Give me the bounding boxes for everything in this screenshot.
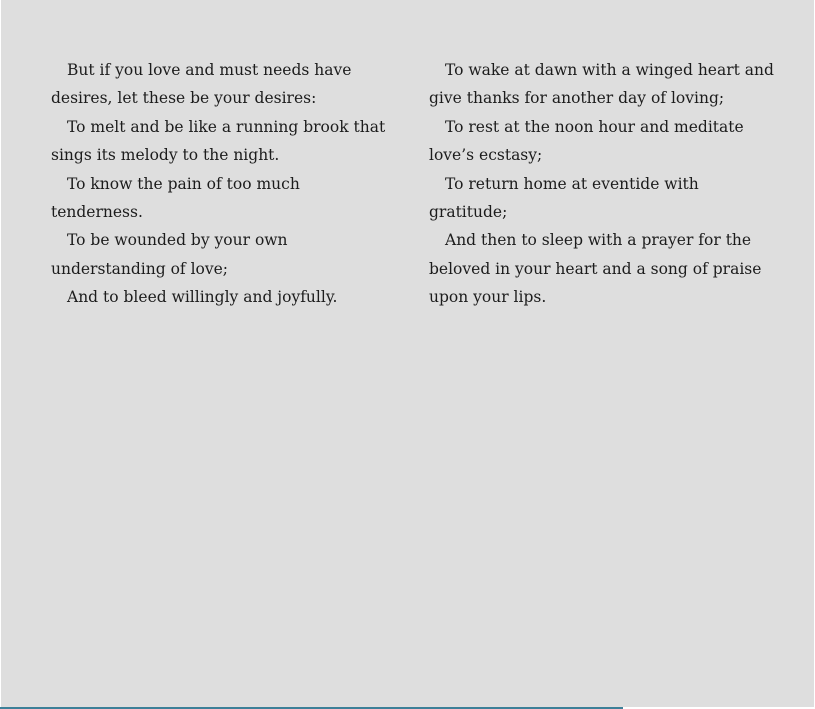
paragraph: To be wounded by your own understanding of love; bbox=[51, 231, 288, 278]
paragraph: And then to sleep with a prayer for the beloved in your heart and a song of praise upon your lips. bbox=[429, 231, 762, 307]
paragraph: To wake at dawn with a winged heart and give thanks for another day of loving; bbox=[429, 61, 774, 108]
reader-page[interactable] bbox=[1, 0, 814, 707]
paragraph: To melt and be like a running brook that sings its melody to the night. bbox=[51, 117, 386, 165]
paragraph: To rest at the noon hour and meditate love’s ecstasy; bbox=[429, 117, 744, 165]
right-text-column bbox=[429, 56, 774, 312]
left-text-column bbox=[51, 56, 396, 312]
paragraph: To know the pain of too much tenderness. bbox=[51, 174, 300, 222]
paragraph: To return home at eventide with gratitude; bbox=[429, 174, 699, 222]
paragraph: But if you love and must needs have desires, let these be your desires: bbox=[51, 61, 352, 108]
paragraph: And to bleed willingly and joyfully. bbox=[67, 288, 338, 307]
